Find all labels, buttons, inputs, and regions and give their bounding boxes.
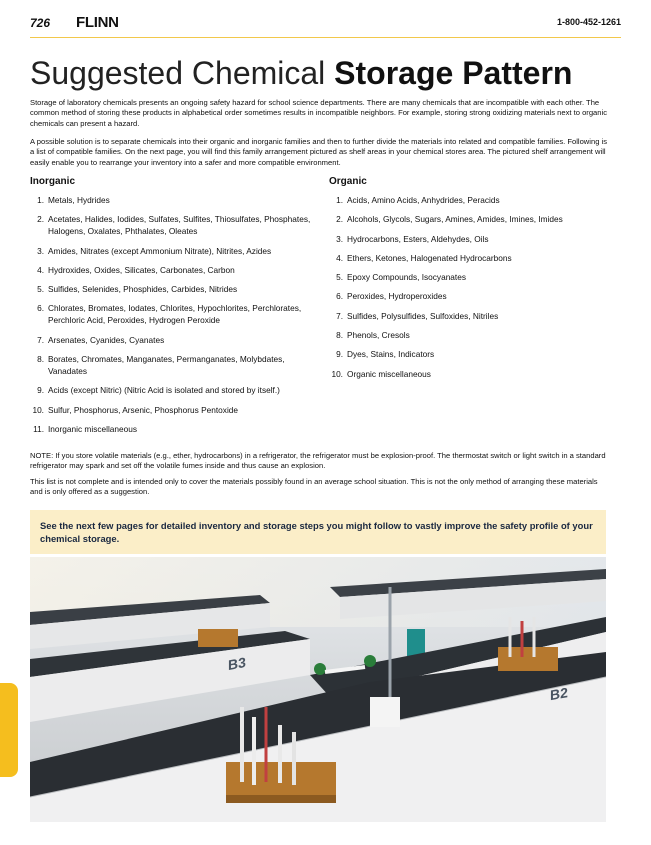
item-number: 1. (336, 195, 343, 205)
item-number: 2. (336, 214, 343, 225)
list-item (30, 264, 315, 276)
phone-number: 1-800-452-1261 (556, 17, 621, 27)
item-text: Phenols, Cresols (347, 330, 410, 341)
organic-list (329, 194, 614, 387)
item-text: Arsenates, Cyanides, Cyanates (48, 334, 165, 345)
list-item (30, 404, 315, 416)
list-item (30, 423, 315, 435)
item-number: 7. (37, 334, 44, 345)
item-text: Peroxides, Hydroperoxides (347, 291, 447, 302)
item-number: 6. (336, 291, 343, 302)
item-number: 5. (336, 272, 343, 283)
bench-label-b3: B3 (228, 654, 246, 674)
page-number: 726 (30, 16, 51, 30)
list-item (329, 329, 614, 341)
header-rule (30, 37, 621, 38)
list-item (30, 353, 315, 377)
item-text: Organic miscellaneous (347, 368, 431, 379)
disclaimer-note: This list is not complete and is intended only to cover the materials possibly found in an average school situation. This is not the only method of arranging these materials and is only offered as a suggestion. (30, 477, 598, 497)
page-header (30, 14, 621, 36)
side-tab (0, 683, 18, 777)
refrigerator-note: NOTE: If you store volatile materials (e.g., ether, hydrocarbons) in a refrigerator, the refrigerator must be explosion-proof. The thermostat switch or light switch in a standard refrigerator may spark and set off the volatile fumes inside and thus cause an explosion. (30, 451, 606, 471)
item-number: 9. (336, 349, 343, 360)
item-number: 6. (37, 303, 44, 314)
list-item (329, 213, 614, 225)
item-number: 7. (336, 310, 343, 321)
item-number: 10. (32, 404, 44, 415)
item-number: 9. (37, 385, 44, 396)
list-item (30, 302, 315, 326)
item-text: Acetates, Halides, Iodides, Sulfates, Sulfites, Thiosulfates, Phosphates, Halogens, Oxalates, Phthalates, Oleates (48, 214, 311, 237)
list-item (329, 252, 614, 264)
list-item (30, 194, 315, 206)
item-number: 8. (336, 330, 343, 341)
item-number: 3. (37, 245, 44, 256)
list-item (329, 290, 614, 302)
item-number: 8. (37, 354, 44, 365)
item-number: 1. (37, 195, 44, 205)
item-number: 4. (336, 252, 343, 263)
title-bold: Storage Pattern (334, 55, 573, 91)
item-text: Sulfides, Selenides, Phosphides, Carbides, Nitrides (48, 284, 238, 295)
item-text: Metals, Hydrides (48, 195, 110, 205)
item-text: Dyes, Stains, Indicators (347, 349, 435, 360)
item-number: 5. (37, 284, 44, 295)
organic-heading: Organic (329, 176, 367, 187)
item-text: Borates, Chromates, Manganates, Permanganates, Molybdates, Vanadates (48, 354, 285, 377)
item-text: Ethers, Ketones, Halogenated Hydrocarbons (347, 252, 512, 263)
inorganic-list (30, 194, 315, 442)
item-text: Amides, Nitrates (except Ammonium Nitrate), Nitrites, Azides (48, 245, 272, 256)
intro-paragraph: Storage of laboratory chemicals presents an ongoing safety hazard for school science departments. There are many chemicals that are incompatible with each other. The common method of storing these products in alphabetical order sometimes results in incompatible neighbors. For example, storing strong oxidizing materials next to organic chemicals can present a hazard. (30, 98, 607, 128)
list-item (329, 310, 614, 322)
list-item (329, 368, 614, 380)
solution-paragraph: A possible solution is to separate chemicals into their organic and inorganic families and then to further divide the materials into related and compatible families. Following is a list of compatible families. On the next page, you will find this family arrangement pictured as shelf areas in your chemical stores area. The pictured shelf arrangement will easily enable you to rearrange your inventory into a safer and more compatible environment. (30, 137, 608, 167)
list-item (30, 283, 315, 295)
list-item (329, 348, 614, 360)
list-item (30, 213, 315, 237)
list-item (329, 194, 614, 206)
item-text: Acids (except Nitric) (Nitric Acid is isolated and stored by itself.) (48, 385, 280, 396)
item-number: 2. (37, 214, 44, 225)
callout-box: See the next few pages for detailed inventory and storage steps you might follow to vastly improve the safety profile of your chemical storage. (30, 510, 606, 554)
item-text: Acids, Amino Acids, Anhydrides, Peracids (347, 195, 500, 205)
item-number: 4. (37, 264, 44, 275)
page-title (30, 53, 572, 93)
list-item (30, 384, 315, 396)
item-text: Inorganic miscellaneous (48, 423, 138, 434)
item-text: Hydrocarbons, Esters, Aldehydes, Oils (347, 233, 489, 244)
item-text: Alcohols, Glycols, Sugars, Amines, Amides, Imines, Imides (347, 214, 563, 225)
lab-photo (30, 557, 606, 822)
inorganic-heading: Inorganic (30, 176, 76, 187)
bench-label-b2: B2 (550, 684, 568, 704)
title-light: Suggested Chemical (30, 55, 335, 91)
list-item (30, 245, 315, 257)
list-item (329, 233, 614, 245)
list-item (30, 334, 315, 346)
item-text: Sulfur, Phosphorus, Arsenic, Phosphorus Pentoxide (48, 404, 239, 415)
item-number: 11. (33, 423, 44, 434)
item-text: Epoxy Compounds, Isocyanates (347, 272, 466, 283)
item-number: 10. (331, 368, 343, 379)
item-text: Chlorates, Bromates, Iodates, Chlorites, Hypochlorites, Perchlorates, Perchloric Acid, Peroxides, Hydrogen Peroxide (48, 303, 302, 326)
item-number: 3. (336, 233, 343, 244)
item-text: Hydroxides, Oxides, Silicates, Carbonates, Carbon (48, 264, 235, 275)
list-item (329, 271, 614, 283)
brand-logo: FLINN (76, 14, 119, 31)
item-text: Sulfides, Polysulfides, Sulfoxides, Nitriles (347, 310, 499, 321)
